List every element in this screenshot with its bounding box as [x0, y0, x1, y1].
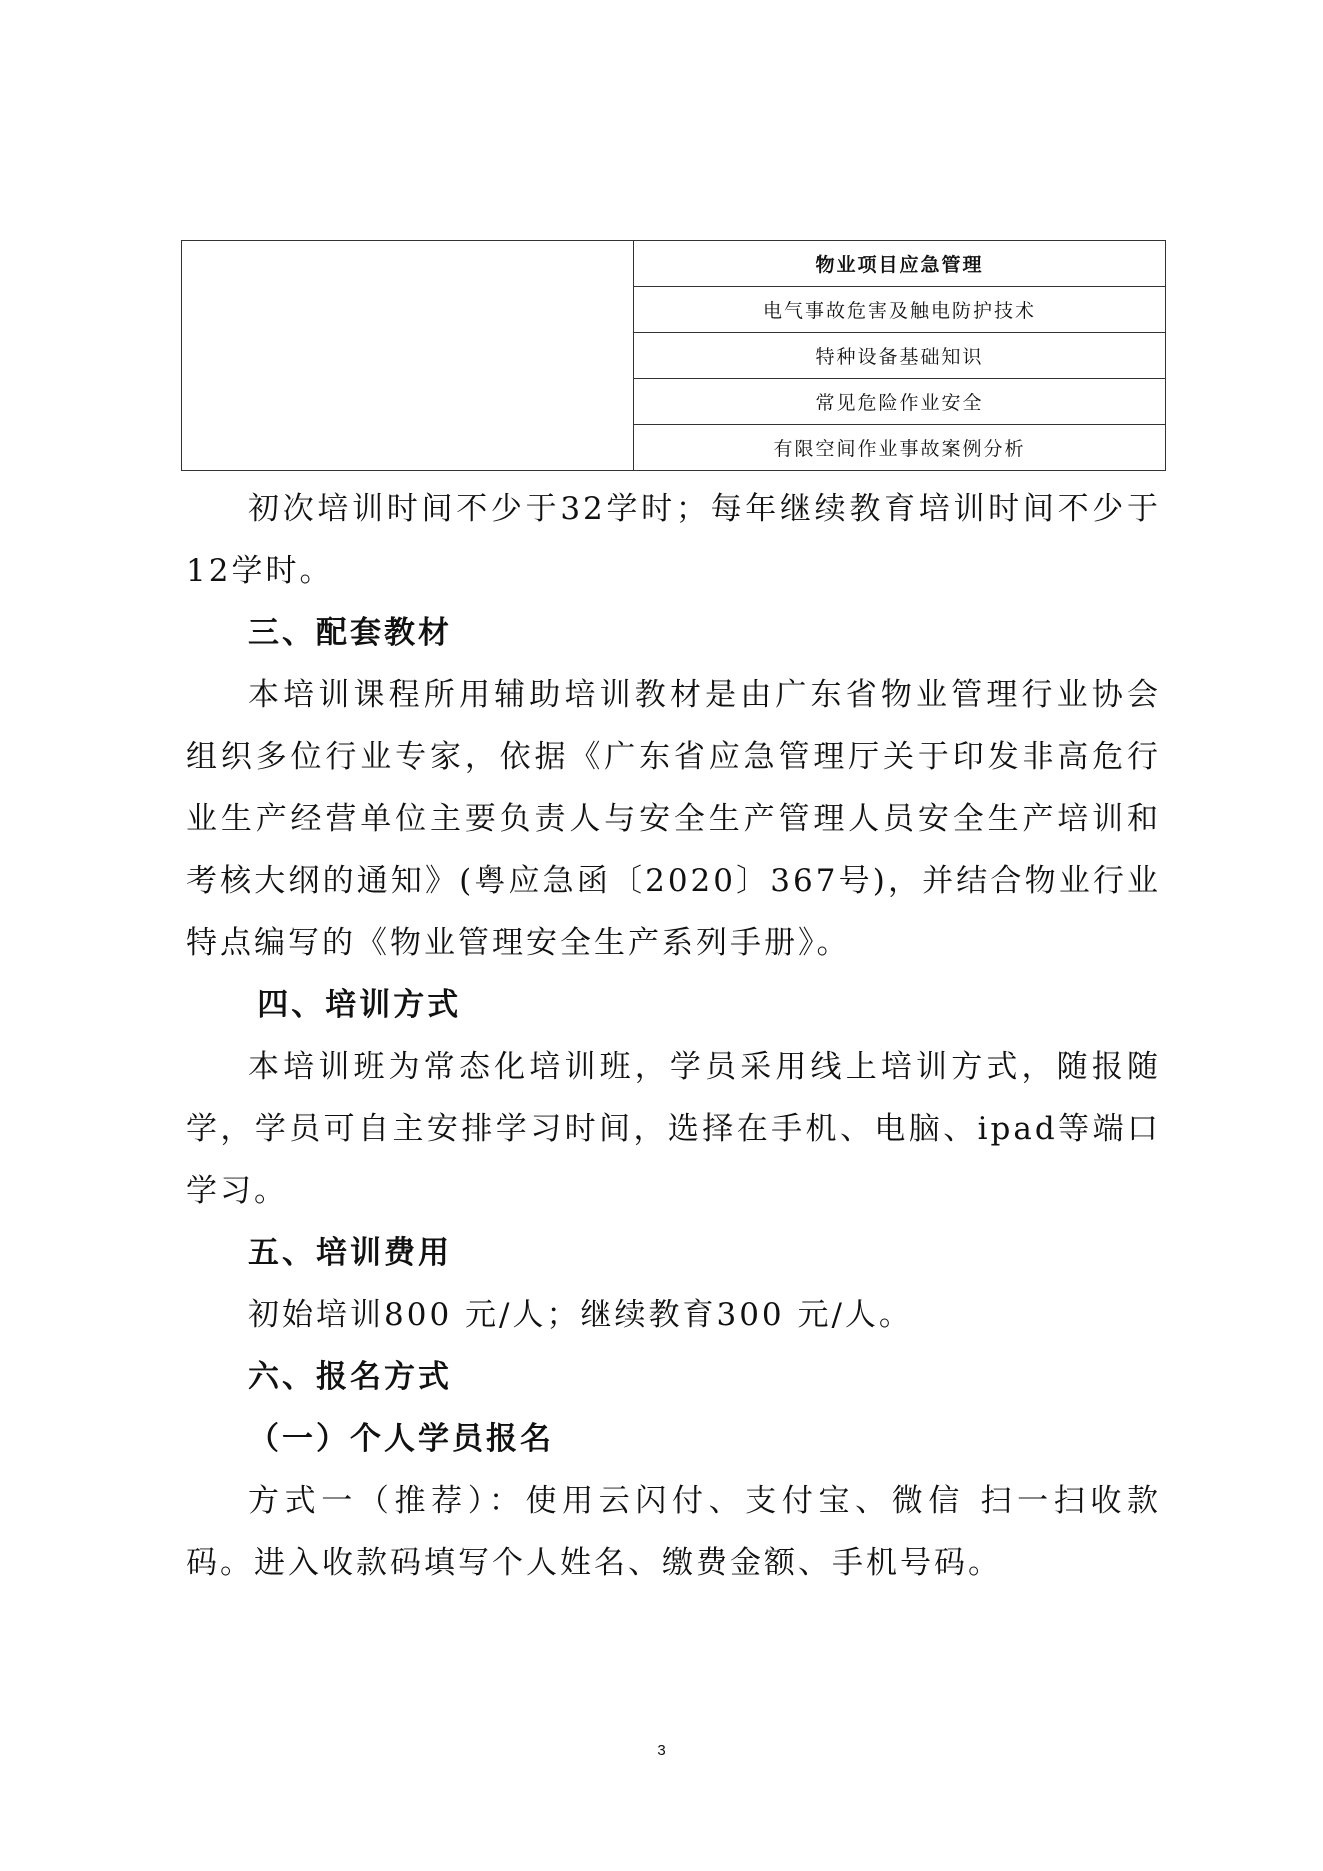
section-heading-training-method: 四、培训方式	[257, 987, 462, 1023]
course-item: 常见危险作业安全	[634, 379, 1166, 425]
course-item: 有限空间作业事故案例分析	[634, 425, 1166, 471]
page-number: 3	[657, 1742, 666, 1759]
table-row	[182, 241, 1166, 287]
subheading-individual-registration: （一）个人学员报名	[248, 1421, 554, 1457]
document-body	[186, 478, 1161, 1594]
course-item: 电气事故危害及触电防护技术	[634, 287, 1166, 333]
table-empty-cell	[182, 241, 634, 471]
section-heading-registration: 六、报名方式	[248, 1359, 452, 1395]
registration-paragraph: 方式一（推荐）：使用云闪付、支付宝、微信 扫一扫收款码。进入收款码填写个人姓名、缴费金额、手机号码。	[186, 1483, 1161, 1581]
training-hours-paragraph: 初次培训时间不少于32学时；每年继续教育培训时间不少于12学时。	[186, 491, 1161, 589]
section-heading-fees: 五、培训费用	[248, 1235, 452, 1271]
materials-paragraph: 本培训课程所用辅助培训教材是由广东省物业管理行业协会组织多位行业专家，依据《广东省应急管理厅关于印发非高危行业生产经营单位主要负责人与安全生产管理人员安全生产培训和考核大纲的通知》(粤应急函〔2020〕367号)，并结合物业行业特点编写的《物业管理安全生产系列手册》。	[186, 677, 1161, 961]
training-method-paragraph: 本培训班为常态化培训班，学员采用线上培训方式，随报随学，学员可自主安排学习时间，选择在手机、电脑、ipad等端口学习。	[186, 1049, 1161, 1209]
section-heading-materials: 三、配套教材	[248, 615, 452, 651]
course-item: 物业项目应急管理	[634, 241, 1166, 287]
course-table	[181, 240, 1166, 471]
fees-paragraph: 初始培训800 元/人；继续教育300 元/人。	[248, 1297, 913, 1333]
course-item: 特种设备基础知识	[634, 333, 1166, 379]
